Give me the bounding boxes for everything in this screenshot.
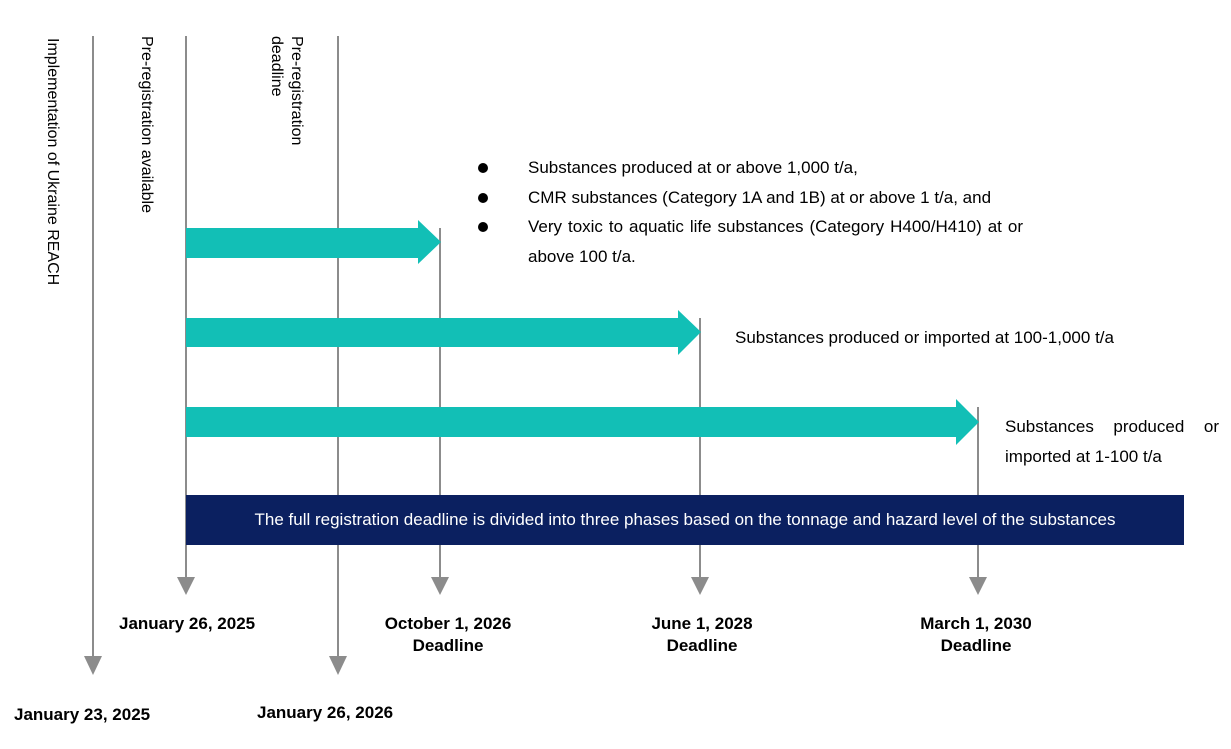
phase3-date-value: March 1, 2030 — [920, 614, 1032, 633]
preregistration-deadline-date: January 26, 2026 — [257, 703, 394, 722]
phase3-arrowhead — [969, 577, 987, 595]
list-item — [478, 183, 1023, 213]
phase1-arrowhead — [431, 577, 449, 595]
phase2-description: Substances produced or imported at 100-1,000 t/a — [735, 328, 1114, 347]
phase3-date — [896, 613, 1056, 657]
phase1-deadline-label: Deadline — [412, 636, 484, 655]
list-item — [478, 153, 1023, 183]
phase1-date — [368, 613, 528, 657]
phase1-arrow — [186, 220, 441, 264]
phase2-arrow — [186, 310, 701, 355]
bullet-text: Very toxic to aquatic life substances (Category H400/H410) at or above 100 t/a. — [528, 217, 1023, 266]
preregistration-available-arrowhead — [177, 577, 195, 595]
list-item — [478, 212, 1023, 271]
phase2-date-value: June 1, 2028 — [651, 614, 753, 633]
bullet-icon — [478, 222, 488, 232]
phase3-description: Substances produced or imported at 1-100 t/a — [1005, 417, 1219, 466]
preregistration-deadline-label: Pre-registration deadline — [268, 36, 305, 146]
phase1-bullet-list — [478, 153, 1023, 271]
phase3-arrow — [186, 399, 979, 445]
preregistration-available-date: January 26, 2025 — [119, 614, 256, 633]
bullet-text: Substances produced at or above 1,000 t/a, — [528, 158, 858, 177]
bullet-icon — [478, 163, 488, 173]
bullet-text: CMR substances (Category 1A and 1B) at or above 1 t/a, and — [528, 187, 992, 207]
phase2-arrowhead — [691, 577, 709, 595]
implementation-date: January 23, 2025 — [14, 705, 151, 724]
preregistration-available-label: Pre-registration available — [138, 36, 155, 213]
bullet-icon — [478, 193, 488, 203]
timeline-lines — [84, 36, 987, 675]
implementation-arrowhead — [84, 656, 102, 675]
implementation-label: Implementation of Ukraine REACH — [44, 38, 61, 286]
registration-banner: The full registration deadline is divided into three phases based on the tonnage and hazard level of the substances — [186, 495, 1184, 545]
phase2-date — [622, 613, 782, 657]
phase3-deadline-label: Deadline — [940, 636, 1012, 655]
phase1-date-value: October 1, 2026 — [384, 614, 512, 633]
preregistration-deadline-arrowhead — [329, 656, 347, 675]
phase2-deadline-label: Deadline — [666, 636, 738, 655]
